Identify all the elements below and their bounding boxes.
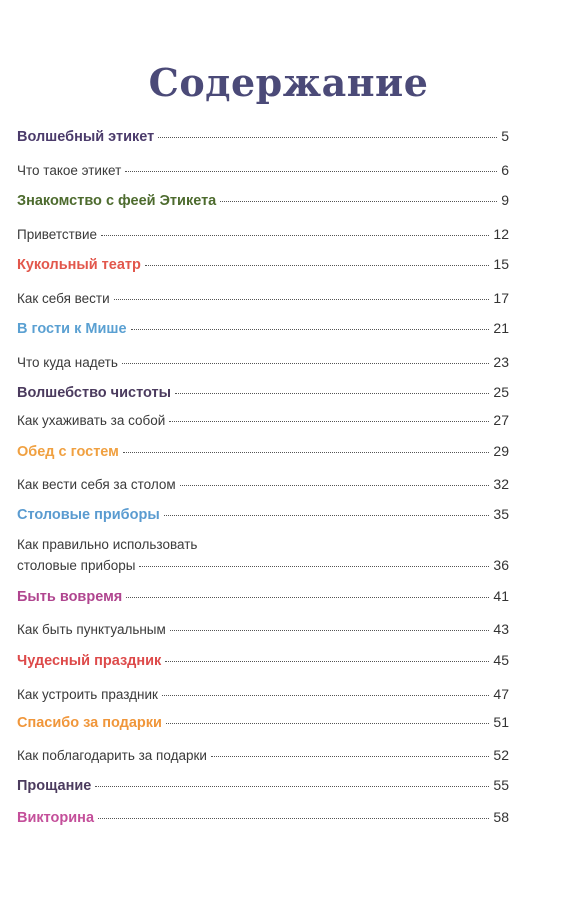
toc-subsection-entry[interactable] bbox=[17, 476, 509, 492]
dot-leader bbox=[166, 723, 489, 724]
toc-chapter-entry[interactable] bbox=[17, 506, 509, 523]
dot-leader bbox=[95, 786, 489, 787]
toc-entry-label: Волшебный этикет bbox=[17, 129, 155, 145]
dot-leader bbox=[139, 566, 489, 567]
toc-page-number: 51 bbox=[493, 714, 509, 730]
toc-page-number: 5 bbox=[501, 128, 509, 144]
toc-entry-label: столовые приборы bbox=[17, 558, 136, 573]
dot-leader bbox=[169, 421, 489, 422]
dot-leader bbox=[164, 515, 490, 516]
toc-entry-label: Как быть пунктуальным bbox=[17, 622, 166, 637]
dot-leader bbox=[162, 695, 489, 696]
dot-leader bbox=[220, 201, 497, 202]
toc-chapter-entry[interactable] bbox=[17, 443, 509, 460]
toc-entry-label: Спасибо за подарки bbox=[17, 715, 162, 731]
dot-leader bbox=[131, 329, 490, 330]
toc-subsection-entry[interactable] bbox=[17, 162, 509, 178]
toc-subsection-entry[interactable] bbox=[17, 412, 509, 428]
dot-leader bbox=[98, 818, 489, 819]
toc-subsection-entry[interactable] bbox=[17, 621, 509, 637]
toc-entry-label: Как себя вести bbox=[17, 291, 110, 306]
toc-entry-label: Быть вовремя bbox=[17, 589, 123, 605]
toc-chapter-entry[interactable] bbox=[17, 714, 509, 731]
toc-page-number: 45 bbox=[493, 652, 509, 668]
toc-page-number: 23 bbox=[493, 354, 509, 370]
toc-entry-label: Что такое этикет bbox=[17, 163, 122, 178]
toc-entry-label: Знакомство с феей Этикета bbox=[17, 193, 217, 209]
toc-entry-label: Волшебство чистоты bbox=[17, 385, 171, 401]
toc-chapter-entry[interactable] bbox=[17, 588, 509, 605]
toc-entry-label: Обед с гостем bbox=[17, 444, 119, 460]
toc-chapter-entry[interactable] bbox=[17, 652, 509, 669]
dot-leader bbox=[211, 756, 490, 757]
toc-subsection-entry[interactable] bbox=[17, 557, 509, 573]
toc-entry-label-line1: Как правильно использовать bbox=[17, 537, 198, 552]
toc-page-number: 58 bbox=[493, 809, 509, 825]
toc-page-number: 17 bbox=[493, 290, 509, 306]
toc-page-number: 36 bbox=[493, 557, 509, 573]
toc-page-number: 32 bbox=[493, 476, 509, 492]
toc-entry-label: Как устроить праздник bbox=[17, 687, 158, 702]
toc-subsection-entry[interactable] bbox=[17, 354, 509, 370]
toc-page-number: 47 bbox=[493, 686, 509, 702]
toc-entry-label: Как вести себя за столом bbox=[17, 477, 176, 492]
toc-page-number: 6 bbox=[501, 162, 509, 178]
toc-entry-label: Как поблагодарить за подарки bbox=[17, 748, 207, 763]
dot-leader bbox=[123, 452, 490, 453]
toc-entry-label: Столовые приборы bbox=[17, 507, 160, 523]
toc-page-number: 29 bbox=[493, 443, 509, 459]
dot-leader bbox=[165, 661, 489, 662]
toc-chapter-entry[interactable] bbox=[17, 192, 509, 209]
toc-subsection-entry[interactable] bbox=[17, 226, 509, 242]
toc-subsection-entry[interactable] bbox=[17, 747, 509, 763]
toc-page-number: 35 bbox=[493, 506, 509, 522]
dot-leader bbox=[175, 393, 489, 394]
dot-leader bbox=[122, 363, 490, 364]
dot-leader bbox=[170, 630, 490, 631]
toc-entry-label: Чудесный праздник bbox=[17, 653, 162, 669]
dot-leader bbox=[101, 235, 489, 236]
toc-chapter-entry[interactable] bbox=[17, 128, 509, 145]
toc-page-number: 43 bbox=[493, 621, 509, 637]
dot-leader bbox=[180, 485, 490, 486]
toc-chapter-entry[interactable] bbox=[17, 809, 509, 826]
toc-page-number: 41 bbox=[493, 588, 509, 604]
toc-page-number: 55 bbox=[493, 777, 509, 793]
dot-leader bbox=[114, 299, 490, 300]
toc-page-number: 27 bbox=[493, 412, 509, 428]
dot-leader bbox=[125, 171, 497, 172]
toc-entry-label: Что куда надеть bbox=[17, 355, 118, 370]
toc-page-number: 15 bbox=[493, 256, 509, 272]
toc-entry-label: Приветствие bbox=[17, 227, 98, 242]
toc-page-number: 12 bbox=[493, 226, 509, 242]
toc-page-number: 25 bbox=[493, 384, 509, 400]
toc-subsection-entry[interactable] bbox=[17, 290, 509, 306]
toc-entry-label: Кукольный театр bbox=[17, 257, 141, 273]
toc-page-number: 52 bbox=[493, 747, 509, 763]
toc-chapter-entry[interactable] bbox=[17, 384, 509, 401]
dot-leader bbox=[126, 597, 489, 598]
toc-chapter-entry[interactable] bbox=[17, 777, 509, 794]
toc-entry-label: Викторина bbox=[17, 810, 95, 826]
toc-entry-label: Прощание bbox=[17, 778, 92, 794]
toc-entry-label: В гости к Мише bbox=[17, 321, 127, 337]
toc-entry-label: Как ухаживать за собой bbox=[17, 413, 166, 428]
toc-page-number: 9 bbox=[501, 192, 509, 208]
toc-subsection-entry[interactable] bbox=[17, 686, 509, 702]
toc-page-number: 21 bbox=[493, 320, 509, 336]
page-title: Содержание bbox=[148, 60, 429, 105]
dot-leader bbox=[158, 137, 497, 138]
toc-chapter-entry[interactable] bbox=[17, 256, 509, 273]
toc-chapter-entry[interactable] bbox=[17, 320, 509, 337]
dot-leader bbox=[145, 265, 490, 266]
